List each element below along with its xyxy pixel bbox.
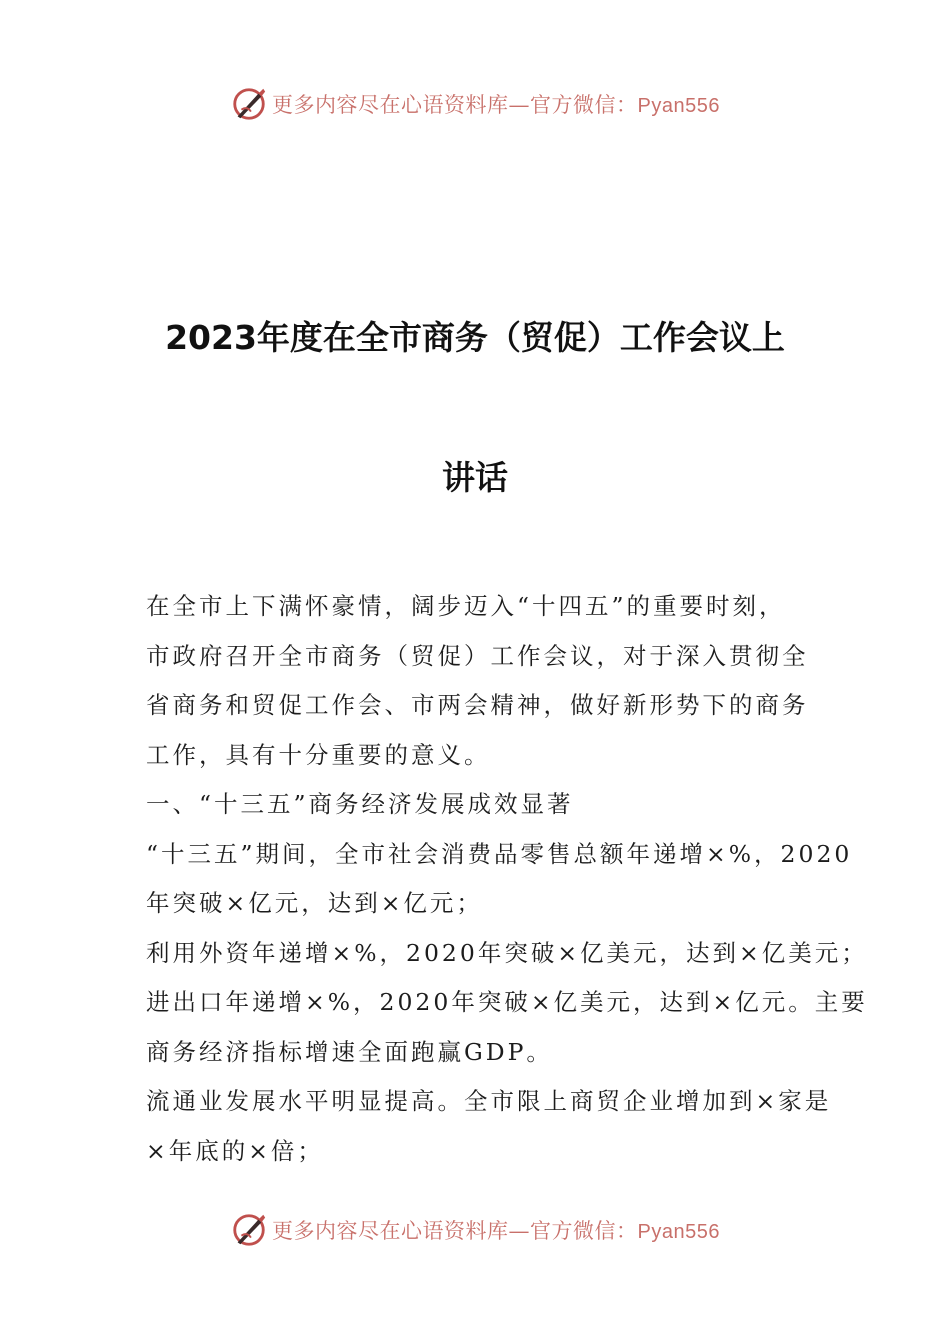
watermark-text: 更多内容尽在心语资料库—官方微信：Pyan556 <box>272 1219 720 1243</box>
section-heading <box>146 780 816 830</box>
paragraph <box>146 1077 832 1176</box>
document-title-line-1: 2023年度在全市商务（贸促）工作会议上 <box>165 318 785 357</box>
text-line: 在全市上下满怀豪情，阔步迈入“十四五”的重要时刻， <box>146 592 786 620</box>
header-watermark <box>0 82 950 126</box>
text-line: ×年底的×倍； <box>146 1136 324 1165</box>
text-line: 进出口年递增×%，2020年突破×亿美元，达到×亿元。主要 <box>146 988 868 1016</box>
footer-watermark <box>0 1208 950 1252</box>
paragraph <box>146 929 868 1078</box>
paragraph <box>146 830 853 929</box>
paragraph <box>146 582 816 780</box>
pen-logo-icon <box>230 1211 268 1249</box>
text-line: 商务经济指标增速全面跑赢GDP。 <box>146 1037 553 1066</box>
wechat-id: Pyan556 <box>637 1221 720 1243</box>
document-body <box>146 582 868 1176</box>
text-line: 年突破×亿元，达到×亿元； <box>146 889 483 917</box>
text-line: 流通业发展水平明显提高。全市限上商贸企业增加到×家是 <box>146 1087 832 1115</box>
wechat-id: Pyan556 <box>637 95 720 117</box>
watermark-text: 更多内容尽在心语资料库—官方微信：Pyan556 <box>272 93 720 117</box>
document-title-line-2: 讲话 <box>442 458 508 497</box>
text-line: 工作，具有十分重要的意义。 <box>146 740 491 769</box>
pen-logo-icon <box>230 85 268 123</box>
text-line: 省商务和贸促工作会、市两会精神，做好新形势下的商务 <box>146 691 809 719</box>
text-line: “十三五”期间，全市社会消费品零售总额年递增×%，2020 <box>146 839 853 868</box>
text-line: 市政府召开全市商务（贸促）工作会议，对于深入贯彻全 <box>146 641 809 670</box>
text-line: 利用外资年递增×%，2020年突破×亿美元，达到×亿美元； <box>146 938 868 967</box>
text-line: 一、“十三五”商务经济发展成效显著 <box>146 790 574 818</box>
